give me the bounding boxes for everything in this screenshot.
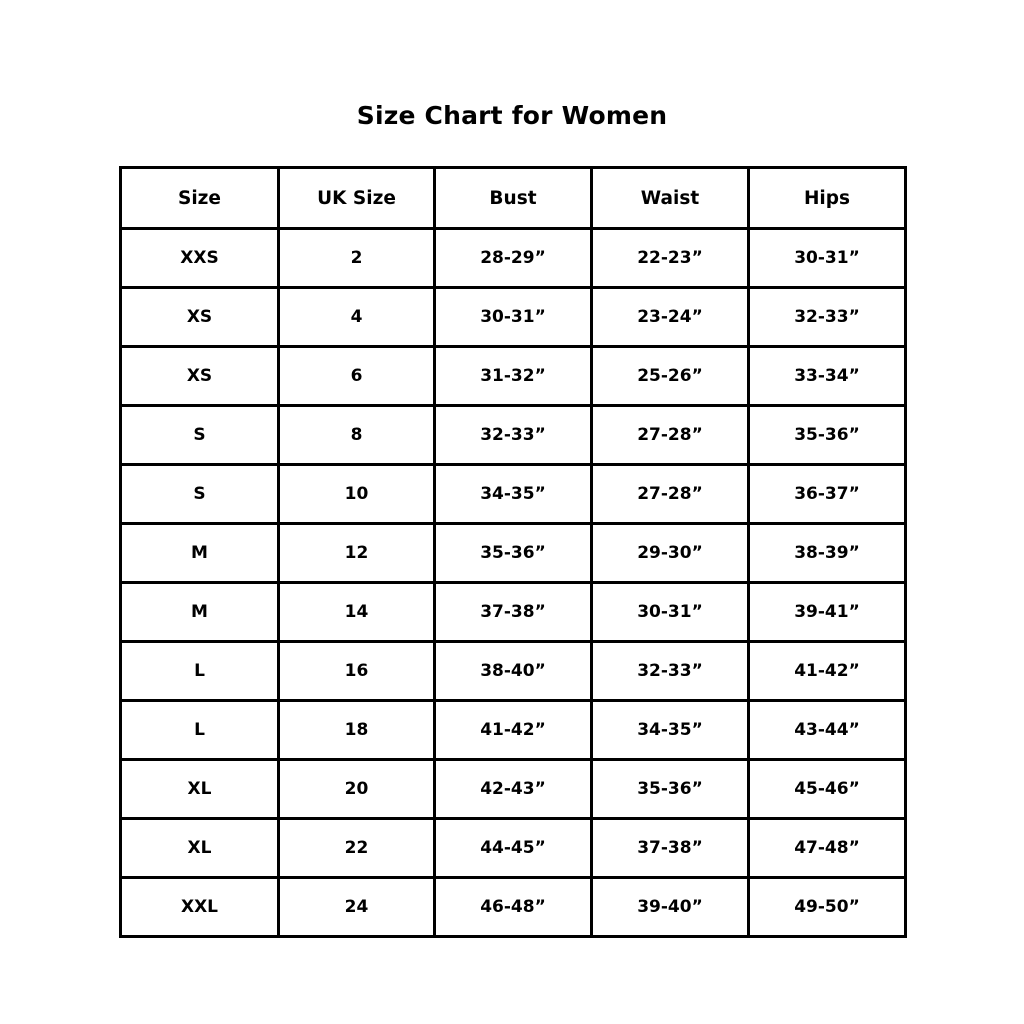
- table-cell: 39-40”: [592, 878, 749, 937]
- table-cell: M: [121, 583, 279, 642]
- table-cell: XXS: [121, 229, 279, 288]
- table-cell: M: [121, 524, 279, 583]
- table-cell: XS: [121, 288, 279, 347]
- table-cell: 12: [279, 524, 435, 583]
- table-row: [121, 878, 906, 937]
- column-header: Bust: [435, 168, 592, 229]
- table-cell: 42-43”: [435, 760, 592, 819]
- table-cell: 8: [279, 406, 435, 465]
- table-cell: XXL: [121, 878, 279, 937]
- column-header: Size: [121, 168, 279, 229]
- column-header: UK Size: [279, 168, 435, 229]
- table-cell: 23-24”: [592, 288, 749, 347]
- table-cell: 35-36”: [592, 760, 749, 819]
- table-cell: S: [121, 406, 279, 465]
- table-cell: 38-39”: [749, 524, 906, 583]
- table-cell: 31-32”: [435, 347, 592, 406]
- table-cell: 37-38”: [592, 819, 749, 878]
- table-cell: 28-29”: [435, 229, 592, 288]
- table-cell: 41-42”: [749, 642, 906, 701]
- table-cell: 44-45”: [435, 819, 592, 878]
- table-cell: 43-44”: [749, 701, 906, 760]
- column-header: Hips: [749, 168, 906, 229]
- table-cell: 35-36”: [435, 524, 592, 583]
- table-row: [121, 760, 906, 819]
- table-cell: L: [121, 642, 279, 701]
- table-cell: 6: [279, 347, 435, 406]
- table-cell: 27-28”: [592, 465, 749, 524]
- table-body: [121, 229, 906, 937]
- table-cell: 49-50”: [749, 878, 906, 937]
- table-cell: XS: [121, 347, 279, 406]
- table-cell: 30-31”: [435, 288, 592, 347]
- table-cell: 36-37”: [749, 465, 906, 524]
- table-row: [121, 347, 906, 406]
- table-cell: 33-34”: [749, 347, 906, 406]
- table-cell: 35-36”: [749, 406, 906, 465]
- table-cell: S: [121, 465, 279, 524]
- size-chart-table: [119, 166, 907, 938]
- table-cell: 45-46”: [749, 760, 906, 819]
- table-cell: 32-33”: [435, 406, 592, 465]
- table-row: [121, 701, 906, 760]
- table-cell: 16: [279, 642, 435, 701]
- table-cell: 47-48”: [749, 819, 906, 878]
- table-cell: 20: [279, 760, 435, 819]
- table-cell: XL: [121, 760, 279, 819]
- table-cell: 14: [279, 583, 435, 642]
- table-row: [121, 819, 906, 878]
- table-row: [121, 406, 906, 465]
- table-cell: 10: [279, 465, 435, 524]
- table-cell: 38-40”: [435, 642, 592, 701]
- table-cell: 34-35”: [592, 701, 749, 760]
- table-row: [121, 642, 906, 701]
- table-header-row: [121, 168, 906, 229]
- table-cell: 2: [279, 229, 435, 288]
- table-row: [121, 583, 906, 642]
- table-row: [121, 524, 906, 583]
- table-cell: 27-28”: [592, 406, 749, 465]
- table-cell: 30-31”: [749, 229, 906, 288]
- table-cell: 4: [279, 288, 435, 347]
- table-cell: 34-35”: [435, 465, 592, 524]
- table-cell: 29-30”: [592, 524, 749, 583]
- column-header: Waist: [592, 168, 749, 229]
- table-cell: 24: [279, 878, 435, 937]
- table-cell: 32-33”: [749, 288, 906, 347]
- table-cell: 30-31”: [592, 583, 749, 642]
- table-header: [121, 168, 906, 229]
- table-cell: L: [121, 701, 279, 760]
- table-cell: 22-23”: [592, 229, 749, 288]
- table-cell: 46-48”: [435, 878, 592, 937]
- table-row: [121, 465, 906, 524]
- size-table-container: [119, 166, 904, 938]
- table-cell: 41-42”: [435, 701, 592, 760]
- page-title: Size Chart for Women: [356, 101, 668, 130]
- table-cell: 39-41”: [749, 583, 906, 642]
- table-cell: 18: [279, 701, 435, 760]
- table-cell: XL: [121, 819, 279, 878]
- table-cell: 25-26”: [592, 347, 749, 406]
- table-cell: 32-33”: [592, 642, 749, 701]
- table-row: [121, 288, 906, 347]
- table-cell: 37-38”: [435, 583, 592, 642]
- table-row: [121, 229, 906, 288]
- table-cell: 22: [279, 819, 435, 878]
